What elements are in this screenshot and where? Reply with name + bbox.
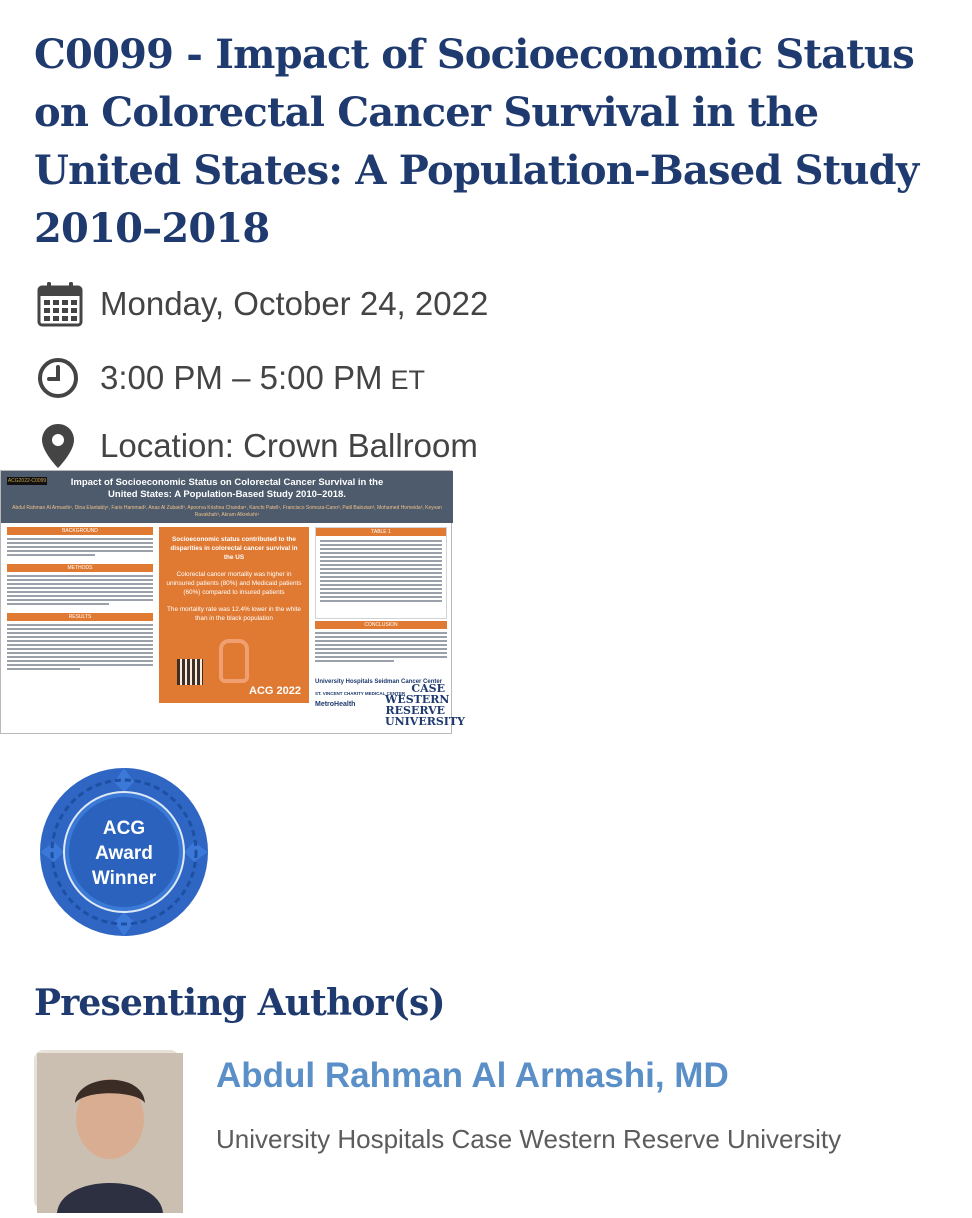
poster-table-heading: TABLE 1 xyxy=(316,528,446,536)
poster-background-heading: BACKGROUND xyxy=(7,527,153,535)
poster-title: Impact of Socioeconomic Status on Colorectal Cancer Survival in the United States: A Population-Based Study 2010–2018. xyxy=(70,477,384,500)
poster-results-heading: RESULTS xyxy=(7,613,153,621)
poster-methods-text xyxy=(7,575,153,605)
session-date: Monday, October 24, 2022 xyxy=(100,285,489,322)
session-time-group xyxy=(100,359,425,397)
session-title: C0099 - Impact of Socioeconomic Status on Colorectal Cancer Survival in the United States: A Population-Based Study 2010–2018 xyxy=(34,31,919,252)
calendar-icon xyxy=(36,278,88,330)
poster-point-2: The mortality rate was 12.4% lower in the white than in the black population xyxy=(167,606,301,622)
poster-logo-uh: University Hospitals Seidman Cancer Center xyxy=(315,679,443,685)
award-line-3: Winner xyxy=(91,868,157,889)
award-line-2: Award xyxy=(95,843,153,864)
poster-conclusion xyxy=(315,621,447,664)
poster-left-column xyxy=(7,527,153,672)
poster-results-text xyxy=(7,624,153,670)
poster-table-rows xyxy=(316,536,446,606)
session-location: Location: Crown Ballroom xyxy=(100,427,478,464)
time-row xyxy=(36,352,425,404)
session-time: 3:00 PM – 5:00 PM xyxy=(100,359,383,396)
poster-conclusion-text xyxy=(315,632,447,662)
date-row xyxy=(36,278,488,330)
award-label xyxy=(38,816,210,891)
poster-authors: Abdul Rahman Al Armashi¹, Dina Elantably¹, Faris Hammad², Anas Al Zubaidi³, Apoorva Krishna Chandar¹, Kanchi Patell¹, Francisco Somoza-Cano³, Patil Balozian³, Mohamed Homeida³, Keyvan Ravakhah³, Akram Alkrekshi⁴ xyxy=(12,505,442,518)
poster-logo-metrohealth: MetroHealth xyxy=(315,701,356,708)
poster-tag: ACG2022-C0099 xyxy=(7,478,47,484)
poster-conclusion-heading: CONCLUSION xyxy=(315,621,447,629)
poster-logos xyxy=(315,679,465,729)
poster-background-text xyxy=(7,538,153,556)
author-affiliation: University Hospitals Case Western Reserve University xyxy=(216,1124,842,1154)
author-avatar[interactable] xyxy=(34,1050,180,1210)
location-pin-icon xyxy=(36,420,88,472)
poster-key-findings xyxy=(159,527,309,703)
poster-logo-stvincent: ST. VINCENT CHARITY MEDICAL CENTER xyxy=(315,691,406,696)
session-timezone: ET xyxy=(390,365,425,395)
poster-headline: Socioeconomic status contributed to the disparities in colorectal cancer survival in the US xyxy=(170,536,298,561)
qr-code-icon xyxy=(177,659,203,685)
presenting-authors-heading: Presenting Author(s) xyxy=(34,982,445,1024)
author-name-link[interactable]: Abdul Rahman Al Armashi, MD xyxy=(216,1056,729,1095)
poster-header xyxy=(1,471,453,523)
poster-image[interactable] xyxy=(0,470,465,734)
poster-acg-mark: ACG 2022 xyxy=(249,685,301,697)
award-line-1: ACG xyxy=(102,818,146,839)
clock-icon xyxy=(36,352,88,404)
poster-methods-heading: METHODS xyxy=(7,564,153,572)
poster-point-1: Colorectal cancer mortality was higher in uninsured patients (80%) and Medicaid patients (60%) compared to insured patients xyxy=(166,571,302,596)
poster-table xyxy=(315,527,447,619)
colon-illustration-icon xyxy=(219,639,249,683)
poster-logo-case: CASE WESTERN RESERVE UNIVERSITY xyxy=(385,682,465,728)
location-row xyxy=(36,420,478,472)
